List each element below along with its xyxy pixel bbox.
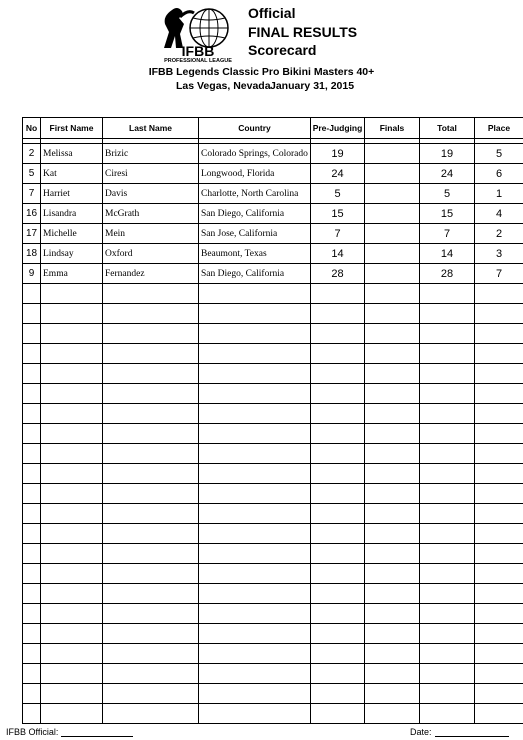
table-cell-empty <box>103 704 199 724</box>
cell-place: 3 <box>475 244 523 264</box>
table-row-empty <box>23 424 523 444</box>
table-cell-empty <box>475 584 523 604</box>
table-cell-empty <box>199 324 311 344</box>
table-cell-empty <box>420 324 475 344</box>
col-total: Total <box>420 118 475 139</box>
cell-country: Colorado Springs, Colorado <box>199 144 311 164</box>
table-cell-empty <box>199 684 311 704</box>
cell-finals <box>365 144 420 164</box>
table-cell-empty <box>41 444 103 464</box>
table-cell-empty <box>41 664 103 684</box>
svg-text:PROFESSIONAL LEAGUE: PROFESSIONAL LEAGUE <box>164 58 232 62</box>
cell-total: 19 <box>420 144 475 164</box>
table-cell-empty <box>23 364 41 384</box>
table-row-empty <box>23 524 523 544</box>
table-cell-empty <box>23 384 41 404</box>
table-cell-empty <box>23 584 41 604</box>
table-row-empty <box>23 664 523 684</box>
ifbb-logo <box>158 4 244 62</box>
cell-country: San Jose, California <box>199 224 311 244</box>
table-cell-empty <box>103 684 199 704</box>
table-cell-empty <box>199 664 311 684</box>
table-row <box>23 224 523 244</box>
table-cell-empty <box>475 464 523 484</box>
table-cell-empty <box>311 584 365 604</box>
cell-last: Brizic <box>103 144 199 164</box>
col-first-name: First Name <box>41 118 103 139</box>
table-cell-empty <box>199 644 311 664</box>
cell-first: Harriet <box>41 184 103 204</box>
table-cell-empty <box>103 344 199 364</box>
table-cell-empty <box>311 404 365 424</box>
table-cell-empty <box>475 384 523 404</box>
table-cell-empty <box>103 484 199 504</box>
table-cell-empty <box>365 464 420 484</box>
table-cell-empty <box>103 544 199 564</box>
table-cell-empty <box>420 384 475 404</box>
header-official: Official <box>248 5 296 21</box>
footer-official <box>6 727 133 737</box>
table-cell-empty <box>199 304 311 324</box>
table-row-empty <box>23 484 523 504</box>
table-cell-empty <box>23 564 41 584</box>
cell-last: Davis <box>103 184 199 204</box>
cell-country: San Diego, California <box>199 264 311 284</box>
table-row-empty <box>23 544 523 564</box>
table-cell-empty <box>475 564 523 584</box>
cell-place: 5 <box>475 144 523 164</box>
table-cell-empty <box>365 664 420 684</box>
official-signature-line <box>61 736 133 737</box>
table-row-empty <box>23 504 523 524</box>
table-cell-empty <box>41 384 103 404</box>
table-cell-empty <box>475 664 523 684</box>
table-cell-empty <box>103 664 199 684</box>
table-row <box>23 144 523 164</box>
cell-place: 1 <box>475 184 523 204</box>
table-cell-empty <box>365 604 420 624</box>
table-cell-empty <box>311 424 365 444</box>
scorecard-table <box>22 117 523 724</box>
table-cell-empty <box>311 324 365 344</box>
table-cell-empty <box>420 284 475 304</box>
cell-first: Lindsay <box>41 244 103 264</box>
cell-finals <box>365 164 420 184</box>
table-row-empty <box>23 444 523 464</box>
cell-prejudging: 5 <box>311 184 365 204</box>
table-cell-empty <box>41 544 103 564</box>
cell-prejudging: 19 <box>311 144 365 164</box>
table-cell-empty <box>41 344 103 364</box>
table-cell-empty <box>365 544 420 564</box>
table-cell-empty <box>103 644 199 664</box>
globe-icon <box>190 9 228 47</box>
table-cell-empty <box>420 504 475 524</box>
table-cell-empty <box>311 564 365 584</box>
table-cell-empty <box>311 384 365 404</box>
cell-total: 15 <box>420 204 475 224</box>
table-cell-empty <box>199 584 311 604</box>
table-cell-empty <box>199 604 311 624</box>
table-cell-empty <box>103 284 199 304</box>
table-cell-empty <box>103 564 199 584</box>
table-cell-empty <box>365 324 420 344</box>
table-cell-empty <box>365 624 420 644</box>
table-row-empty <box>23 284 523 304</box>
date-line <box>435 736 509 737</box>
svg-text:IFBB: IFBB <box>181 43 215 59</box>
table-cell-empty <box>41 364 103 384</box>
table-cell-empty <box>420 684 475 704</box>
table-cell-empty <box>365 384 420 404</box>
table-cell-empty <box>311 504 365 524</box>
official-label: IFBB Official: <box>6 727 59 737</box>
table-cell-empty <box>365 304 420 324</box>
cell-no: 16 <box>23 204 41 224</box>
table-cell-empty <box>23 704 41 724</box>
table-cell-empty <box>199 344 311 364</box>
cell-country: Beaumont, Texas <box>199 244 311 264</box>
table-cell-empty <box>311 304 365 324</box>
cell-finals <box>365 204 420 224</box>
table-cell-empty <box>41 404 103 424</box>
table-cell-empty <box>41 424 103 444</box>
table-row-empty <box>23 704 523 724</box>
table-cell-empty <box>311 364 365 384</box>
cell-last: McGrath <box>103 204 199 224</box>
table-cell-empty <box>420 624 475 644</box>
table-cell-empty <box>103 424 199 444</box>
table-cell-empty <box>41 484 103 504</box>
table-cell-empty <box>420 304 475 324</box>
table-cell-empty <box>420 424 475 444</box>
table-cell-empty <box>199 384 311 404</box>
table-cell-empty <box>41 504 103 524</box>
table-cell-empty <box>365 524 420 544</box>
event-location: Las Vegas, Nevada <box>176 80 271 92</box>
table-cell-empty <box>420 524 475 544</box>
table-cell-empty <box>365 684 420 704</box>
cell-place: 4 <box>475 204 523 224</box>
table-cell-empty <box>475 444 523 464</box>
date-label: Date: <box>410 727 432 737</box>
table-cell-empty <box>311 604 365 624</box>
cell-place: 2 <box>475 224 523 244</box>
table-cell-empty <box>420 664 475 684</box>
table-cell-empty <box>365 404 420 424</box>
cell-no: 5 <box>23 164 41 184</box>
cell-first: Lisandra <box>41 204 103 224</box>
table-cell-empty <box>420 404 475 424</box>
table-row-empty <box>23 304 523 324</box>
table-row-empty <box>23 364 523 384</box>
cell-total: 28 <box>420 264 475 284</box>
cell-finals <box>365 184 420 204</box>
cell-finals <box>365 224 420 244</box>
table-cell-empty <box>199 404 311 424</box>
table-cell-empty <box>23 664 41 684</box>
table-row-empty <box>23 324 523 344</box>
table-cell-empty <box>23 464 41 484</box>
table-cell-empty <box>23 324 41 344</box>
table-cell-empty <box>311 624 365 644</box>
footer-date <box>410 727 509 737</box>
table-cell-empty <box>41 464 103 484</box>
table-cell-empty <box>199 464 311 484</box>
table-cell-empty <box>420 544 475 564</box>
table-row-empty <box>23 584 523 604</box>
table-cell-empty <box>41 624 103 644</box>
table-row-empty <box>23 564 523 584</box>
col-no: No <box>23 118 41 139</box>
table-cell-empty <box>23 524 41 544</box>
header-scorecard: Scorecard <box>248 42 317 58</box>
table-cell-empty <box>311 484 365 504</box>
table-cell-empty <box>41 524 103 544</box>
cell-first: Kat <box>41 164 103 184</box>
table-cell-empty <box>311 544 365 564</box>
table-row <box>23 184 523 204</box>
table-cell-empty <box>23 304 41 324</box>
table-cell-empty <box>103 604 199 624</box>
table-cell-empty <box>311 644 365 664</box>
table-cell-empty <box>365 704 420 724</box>
table-cell-empty <box>420 564 475 584</box>
table-cell-empty <box>311 524 365 544</box>
table-cell-empty <box>23 424 41 444</box>
table-cell-empty <box>103 384 199 404</box>
table-cell-empty <box>475 524 523 544</box>
table-cell-empty <box>199 624 311 644</box>
cell-last: Oxford <box>103 244 199 264</box>
cell-total: 5 <box>420 184 475 204</box>
table-cell-empty <box>475 604 523 624</box>
cell-country: San Diego, California <box>199 204 311 224</box>
table-cell-empty <box>475 544 523 564</box>
table-cell-empty <box>311 704 365 724</box>
table-cell-empty <box>420 604 475 624</box>
table-cell-empty <box>475 624 523 644</box>
table-cell-empty <box>199 484 311 504</box>
table-cell-empty <box>475 704 523 724</box>
table-cell-empty <box>199 564 311 584</box>
table-cell-empty <box>365 584 420 604</box>
table-row-empty <box>23 404 523 424</box>
table-cell-empty <box>199 364 311 384</box>
table-cell-empty <box>103 524 199 544</box>
table-cell-empty <box>103 304 199 324</box>
table-cell-empty <box>103 624 199 644</box>
table-cell-empty <box>475 404 523 424</box>
cell-country: Charlotte, North Carolina <box>199 184 311 204</box>
event-title: IFBB Legends Classic Pro Bikini Masters 40+ <box>148 66 375 78</box>
table-row-empty <box>23 644 523 664</box>
table-cell-empty <box>365 484 420 504</box>
table-cell-empty <box>365 284 420 304</box>
table-cell-empty <box>311 344 365 364</box>
cell-prejudging: 14 <box>311 244 365 264</box>
cell-first: Michelle <box>41 224 103 244</box>
event-date: January 31, 2015 <box>270 80 355 92</box>
table-row-empty <box>23 384 523 404</box>
table-cell-empty <box>23 684 41 704</box>
cell-first: Emma <box>41 264 103 284</box>
table-cell-empty <box>103 504 199 524</box>
table-body <box>23 139 523 724</box>
table-cell-empty <box>311 444 365 464</box>
cell-no: 9 <box>23 264 41 284</box>
cell-place: 6 <box>475 164 523 184</box>
table-header-row <box>23 118 523 139</box>
table-cell-empty <box>475 344 523 364</box>
table-cell-empty <box>420 484 475 504</box>
table-row <box>23 164 523 184</box>
table-cell-empty <box>420 584 475 604</box>
col-country: Country <box>199 118 311 139</box>
table-cell-empty <box>199 444 311 464</box>
table-cell-empty <box>23 504 41 524</box>
table-cell-empty <box>475 284 523 304</box>
table-cell-empty <box>41 704 103 724</box>
table-cell-empty <box>475 424 523 444</box>
table-cell-empty <box>23 544 41 564</box>
cell-total: 7 <box>420 224 475 244</box>
cell-total: 14 <box>420 244 475 264</box>
table-cell-empty <box>23 624 41 644</box>
table-cell-empty <box>365 364 420 384</box>
table-cell-empty <box>199 704 311 724</box>
table-cell-empty <box>365 444 420 464</box>
cell-prejudging: 15 <box>311 204 365 224</box>
table-cell-empty <box>23 284 41 304</box>
cell-total: 24 <box>420 164 475 184</box>
cell-no: 2 <box>23 144 41 164</box>
cell-last: Fernandez <box>103 264 199 284</box>
table-cell-empty <box>23 644 41 664</box>
cell-no: 17 <box>23 224 41 244</box>
table-cell-empty <box>41 564 103 584</box>
table-cell-empty <box>420 464 475 484</box>
table-cell-empty <box>311 684 365 704</box>
table-row-empty <box>23 344 523 364</box>
table-cell-empty <box>199 424 311 444</box>
table-cell-empty <box>41 304 103 324</box>
table-row <box>23 244 523 264</box>
col-last-name: Last Name <box>103 118 199 139</box>
col-pre-judging: Pre-Judging <box>311 118 365 139</box>
table-cell-empty <box>420 364 475 384</box>
table-cell-empty <box>311 464 365 484</box>
table-cell-empty <box>475 504 523 524</box>
table-cell-empty <box>475 324 523 344</box>
cell-prejudging: 28 <box>311 264 365 284</box>
table-cell-empty <box>199 524 311 544</box>
table-cell-empty <box>41 324 103 344</box>
table-cell-empty <box>103 584 199 604</box>
table-cell-empty <box>475 364 523 384</box>
table-cell-empty <box>420 444 475 464</box>
cell-prejudging: 7 <box>311 224 365 244</box>
cell-first: Melissa <box>41 144 103 164</box>
table-cell-empty <box>103 404 199 424</box>
table-cell-empty <box>365 504 420 524</box>
table-row <box>23 204 523 224</box>
table-cell-empty <box>23 344 41 364</box>
cell-place: 7 <box>475 264 523 284</box>
table-cell-empty <box>475 644 523 664</box>
table-cell-empty <box>41 584 103 604</box>
table-cell-empty <box>311 664 365 684</box>
col-finals: Finals <box>365 118 420 139</box>
cell-finals <box>365 264 420 284</box>
table-row-empty <box>23 604 523 624</box>
table-cell-empty <box>475 684 523 704</box>
cell-finals <box>365 244 420 264</box>
cell-last: Ciresi <box>103 164 199 184</box>
table-cell-empty <box>103 444 199 464</box>
cell-no: 18 <box>23 244 41 264</box>
table-cell-empty <box>475 304 523 324</box>
table-row-empty <box>23 624 523 644</box>
table-cell-empty <box>199 504 311 524</box>
table-row <box>23 264 523 284</box>
table-cell-empty <box>23 604 41 624</box>
table-cell-empty <box>365 644 420 664</box>
table-cell-empty <box>420 644 475 664</box>
table-cell-empty <box>420 344 475 364</box>
table-cell-empty <box>41 684 103 704</box>
table-cell-empty <box>365 424 420 444</box>
table-cell-empty <box>199 284 311 304</box>
table-cell-empty <box>365 344 420 364</box>
table-cell-empty <box>365 564 420 584</box>
table-cell-empty <box>103 324 199 344</box>
cell-last: Mein <box>103 224 199 244</box>
table-cell-empty <box>420 704 475 724</box>
table-cell-empty <box>41 644 103 664</box>
table-row-empty <box>23 464 523 484</box>
table-cell-empty <box>475 484 523 504</box>
table-cell-empty <box>23 484 41 504</box>
table-cell-empty <box>41 284 103 304</box>
header-final-results: FINAL RESULTS <box>248 24 358 40</box>
table-cell-empty <box>199 544 311 564</box>
cell-country: Longwood, Florida <box>199 164 311 184</box>
cell-prejudging: 24 <box>311 164 365 184</box>
table-cell-empty <box>23 404 41 424</box>
cell-no: 7 <box>23 184 41 204</box>
table-row-empty <box>23 684 523 704</box>
table-cell-empty <box>103 364 199 384</box>
table-cell-empty <box>311 284 365 304</box>
table-cell-empty <box>23 444 41 464</box>
table-cell-empty <box>103 464 199 484</box>
table-cell-empty <box>41 604 103 624</box>
col-place: Place <box>475 118 523 139</box>
